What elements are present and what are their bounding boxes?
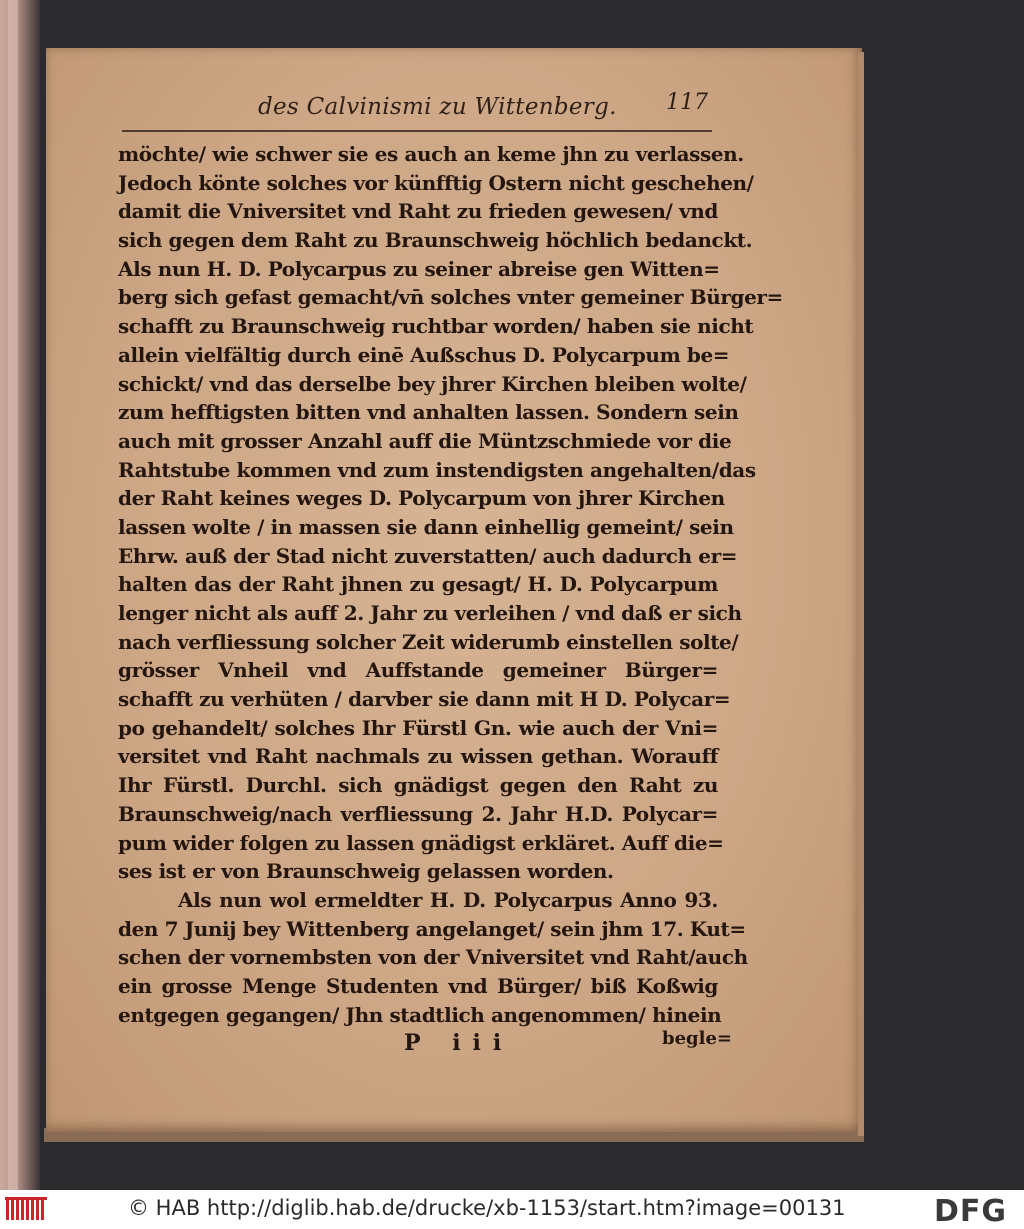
text-line: Jedoch könte solches vor künfftig Ostern nicht geschehen/ (118, 170, 754, 195)
text-line: den 7 Junij bey Wittenberg angelanget/ sein jhm 17. Kut= (118, 916, 746, 941)
running-title: des Calvinismi zu Wittenberg. (258, 94, 617, 120)
text-line: po gehandelt/ solches Ihr Fürstl Gn. wie auch der Vni= (118, 715, 718, 740)
text-line: Als nun H. D. Polycarpus zu seiner abreise gen Witten= (118, 256, 720, 281)
text-line: Ihr Fürstl. Durchl. sich gnädigst gegen den Raht zu (118, 773, 718, 798)
text-line: pum wider folgen zu lassen gnädigst erkläret. Auff die= (118, 830, 724, 855)
text-line: lenger nicht als auff 2. Jahr zu verleihen / vnd daß er sich (118, 601, 742, 625)
book-left-edge (0, 0, 40, 1190)
text-line: auch mit grosser Anzahl auff die Müntzschmiede vor die (118, 428, 732, 453)
body-text (118, 140, 783, 1029)
text-line: Rahtstube kommen vnd zum instendigsten angehalten/das (118, 457, 756, 482)
text-line: grösser Vnheil vnd Auffstande gemeiner Bürger= (118, 658, 718, 683)
page-right-edge (858, 52, 864, 1136)
text-line: Ehrw. auß der Stad nicht zuverstatten/ auch dadurch er= (118, 543, 738, 568)
text-line: schafft zu verhüten / darvber sie dann mit H D. Polycar= (118, 687, 731, 712)
text-line: versitet vnd Raht nachmals zu wissen gethan. Worauff (118, 744, 718, 769)
text-line: sich gegen dem Raht zu Braunschweig höchlich bedanckt. (118, 228, 753, 253)
text-line: schen der vornembsten von der Vniversitet vnd Raht/auch (118, 945, 748, 970)
text-line: lassen wolte / in massen sie dann einhellig gemeint/ sein (118, 514, 734, 539)
text-line: halten das der Raht jhnen zu gesagt/ H. D. Polycarpum (118, 572, 718, 597)
text-line: schafft zu Braunschweig ruchtbar worden/ haben sie nicht (118, 314, 754, 339)
header-rule (122, 130, 712, 132)
text-line: zum hefftigsten bitten vnd anhalten lassen. Sondern sein (118, 400, 739, 425)
text-line: schickt/ vnd das derselbe bey jhrer Kirchen bleiben wolte/ (118, 371, 747, 396)
hab-logo-icon (4, 1196, 48, 1224)
copyright-link[interactable]: © HAB http://diglib.hab.de/drucke/xb-1153/start.htm?image=00131 (128, 1196, 846, 1220)
text-line: nach verfliessung solcher Zeit widerumb einstellen solte/ (118, 629, 739, 654)
page-number: 117 (666, 90, 708, 115)
catchword: begle= (662, 1028, 732, 1049)
dfg-logo: DFG (934, 1194, 1008, 1229)
text-line: ein grosse Menge Studenten vnd Bürger/ biß Koßwig (118, 973, 718, 998)
text-line: Braunschweig/nach verfliessung 2. Jahr H.D. Polycar= (118, 801, 718, 826)
text-line: ses ist er von Braunschweig gelassen worden. (118, 859, 614, 884)
text-line: möchte/ wie schwer sie es auch an keme jhn zu verlassen. (118, 142, 744, 166)
text-line: allein vielfältig durch einē Außschus D. Polycarpum be= (118, 342, 730, 367)
signature-mark: P iii (404, 1030, 514, 1056)
text-line: Als nun wol ermeldter H. D. Polycarpus Anno 93. (178, 887, 718, 912)
running-head (210, 88, 720, 128)
text-line: entgegen gegangen/ Jhn stadtlich angenommen/ hinein (118, 1002, 722, 1027)
text-line: berg sich gefast gemacht/vn̄ solches vnter gemeiner Bürger= (118, 285, 783, 310)
text-line: der Raht keines weges D. Polycarpum von jhrer Kirchen (118, 486, 725, 511)
footer-bar (0, 1190, 1024, 1229)
book-left-edge-highlight (8, 0, 18, 1190)
text-line: damit die Vniversitet vnd Raht zu frieden gewesen/ vnd (118, 199, 718, 224)
